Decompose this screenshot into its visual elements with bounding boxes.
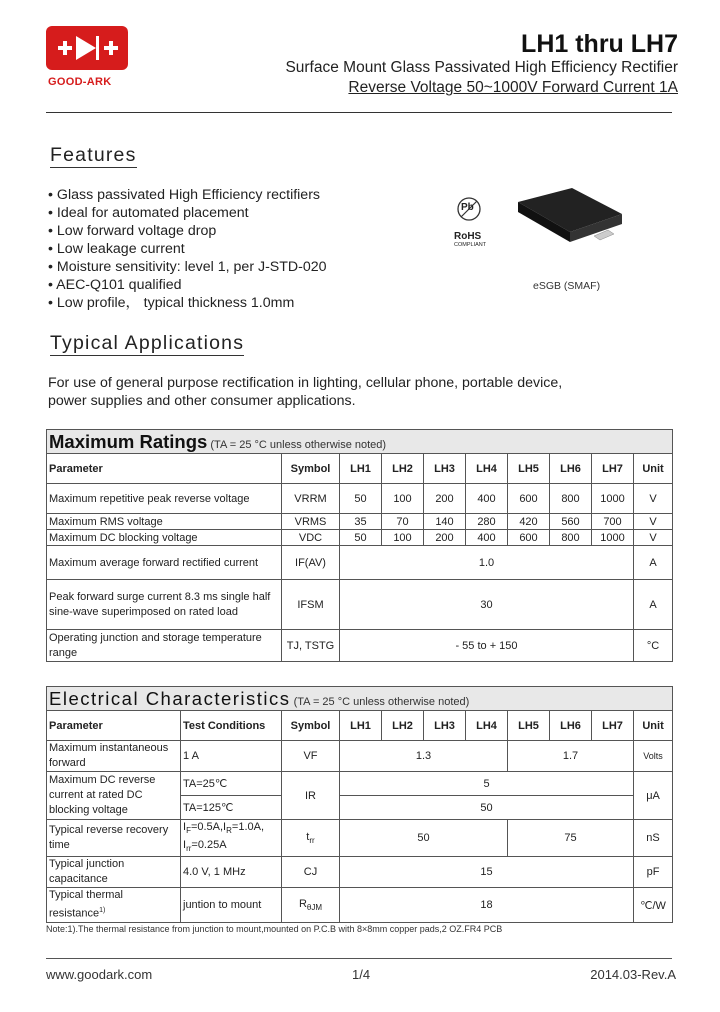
table-cell: 400 (466, 484, 508, 514)
table-cell: 700 (592, 514, 634, 530)
table-row (47, 484, 673, 514)
list-item: • AEC-Q101 qualified (48, 276, 327, 294)
electrical-title-row: Electrical Characteristics (TA = 25 °C unless otherwise noted) (47, 687, 673, 711)
package-image (510, 184, 630, 259)
table-row (47, 857, 673, 888)
table-row (47, 820, 673, 857)
table-cell: CJ (282, 857, 340, 888)
table-cell: 100 (382, 484, 424, 514)
table-cell: 70 (382, 514, 424, 530)
table-cell: TA=25℃ (181, 772, 282, 796)
table-cell: pF (634, 857, 673, 888)
table-cell: Operating junction and storage temperature range (47, 630, 282, 662)
table-cell: 560 (550, 514, 592, 530)
table-cell: 50 (340, 530, 382, 546)
table-cell: V (634, 484, 673, 514)
list-item: • Low leakage current (48, 240, 327, 258)
table-cell: 1000 (592, 484, 634, 514)
table-cell: Parameter (47, 711, 181, 741)
table-cell: ℃/W (634, 888, 673, 923)
table-cell: Typical reverse recovery time (47, 820, 181, 857)
product-subtitle: Surface Mount Glass Passivated High Efficiency Rectifier (285, 59, 678, 76)
table-row (47, 530, 673, 546)
table-cell: 140 (424, 514, 466, 530)
table-row (47, 741, 673, 772)
table-cell: LH6 (550, 711, 592, 741)
features-list (48, 186, 327, 312)
table-cell: LH1 (340, 711, 382, 741)
brand-name: GOOD-ARK (48, 76, 112, 88)
table-cell: Maximum DC reverse current at rated DC blocking voltage (47, 772, 181, 820)
table-cell: Typical thermal resistance$^{1)}$ (47, 888, 181, 923)
rohs-label: RoHS (454, 231, 482, 242)
table-cell: Maximum DC blocking voltage (47, 530, 282, 546)
table-cell: VRMS (282, 514, 340, 530)
table-cell: V (634, 530, 673, 546)
table-cell: $R_{\theta JM}$ (282, 888, 340, 923)
list-item: • Low profile， typical thickness 1.0mm (48, 294, 327, 312)
max-ratings-table (46, 429, 673, 662)
spec-line: Reverse Voltage 50~1000V Forward Current 1A (348, 79, 678, 96)
pb-label: Pb (461, 202, 474, 213)
table-cell: nS (634, 820, 673, 857)
table-cell: 15 (340, 857, 634, 888)
table-cell: LH3 (424, 711, 466, 741)
table-cell: 1.7 (508, 741, 634, 772)
table-cell: A (634, 580, 673, 630)
table-cell: Unit (634, 454, 673, 484)
table-cell: 420 (508, 514, 550, 530)
table-cell: 280 (466, 514, 508, 530)
table-cell: 18 (340, 888, 634, 923)
list-item: • Glass passivated High Efficiency rectifiers (48, 186, 327, 204)
table-cell: LH7 (592, 454, 634, 484)
table-cell: LH4 (466, 454, 508, 484)
table-row (47, 630, 673, 662)
table-cell: Parameter (47, 454, 282, 484)
table-cell: 600 (508, 530, 550, 546)
list-item: • Low forward voltage drop (48, 222, 327, 240)
logo-diode-icon (46, 26, 128, 70)
table-cell: Maximum repetitive peak reverse voltage (47, 484, 282, 514)
table-cell: LH5 (508, 711, 550, 741)
table-cell: LH2 (382, 711, 424, 741)
table-row (47, 580, 673, 630)
table-cell: LH1 (340, 454, 382, 484)
table-cell: μA (634, 772, 673, 820)
table-row (47, 888, 673, 923)
table-cell: 100 (382, 530, 424, 546)
table-cell: TJ, TSTG (282, 630, 340, 662)
table-cell: 200 (424, 530, 466, 546)
table-cell: $I_F=0.5A,I_R=1.0A$, $I_{rr}=0.25A$ (181, 820, 282, 857)
table-cell: 800 (550, 484, 592, 514)
table-cell: 50 (340, 484, 382, 514)
table-cell: 50 (340, 820, 508, 857)
table-cell: LH3 (424, 454, 466, 484)
table-cell: Test Conditions (181, 711, 282, 741)
table-cell: 1.0 (340, 546, 634, 580)
table-cell: Symbol (282, 454, 340, 484)
table-cell: 30 (340, 580, 634, 630)
table-cell: 35 (340, 514, 382, 530)
package-icon (510, 184, 630, 254)
table-cell: A (634, 546, 673, 580)
electrical-table (46, 686, 673, 923)
table-cell: IFSM (282, 580, 340, 630)
table-cell: TA=125℃ (181, 796, 282, 820)
table-cell: Typical junction capacitance (47, 857, 181, 888)
table-cell: 1000 (592, 530, 634, 546)
compliant-label: COMPLIANT (454, 242, 487, 248)
header-divider (46, 112, 672, 113)
table-cell: LH2 (382, 454, 424, 484)
table-cell: 50 (340, 796, 634, 820)
table-cell: 200 (424, 484, 466, 514)
brand-logo (46, 26, 128, 90)
table-cell: Symbol (282, 711, 340, 741)
table-cell: 75 (508, 820, 634, 857)
page-title: LH1 thru LH7 (521, 30, 678, 58)
table-cell: Maximum average forward rectified current (47, 546, 282, 580)
table-cell: °C (634, 630, 673, 662)
table-cell: Volts (634, 741, 673, 772)
table-cell: V (634, 514, 673, 530)
footer-website[interactable]: www.goodark.com (46, 967, 153, 982)
table-cell: 1.3 (340, 741, 508, 772)
applications-heading: Typical Applications (50, 332, 245, 354)
thermal-footnote: Note:1).The thermal resistance from junction to mount,mounted on P.C.B with 8×8mm copper pads,2 OZ.FR4 PCB (46, 924, 503, 934)
table-cell: Peak forward surge current 8.3 ms single half sine-wave superimposed on rated load (47, 580, 282, 630)
table-row (47, 772, 673, 796)
table-cell: 5 (340, 772, 634, 796)
applications-text: For use of general purpose rectification in lighting, cellular phone, portable device, power supplies and other consumer applications. (48, 375, 563, 409)
footer-divider (46, 958, 672, 959)
table-cell: VRRM (282, 484, 340, 514)
list-item: • Ideal for automated placement (48, 204, 327, 222)
table-cell: 1 A (181, 741, 282, 772)
table-cell: juntion to mount (181, 888, 282, 923)
features-heading: Features (50, 144, 137, 166)
table-cell: LH4 (466, 711, 508, 741)
table-cell: LH6 (550, 454, 592, 484)
table-cell: Unit (634, 711, 673, 741)
table-cell: Maximum instantaneous forward (47, 741, 181, 772)
table-row (47, 514, 673, 530)
footer-page-number: 1/4 (352, 967, 371, 982)
table-row (47, 546, 673, 580)
table-cell: IR (282, 772, 340, 820)
list-item: • Moisture sensitivity: level 1, per J-STD-020 (48, 258, 327, 276)
table-cell: 800 (550, 530, 592, 546)
table-cell: LH5 (508, 454, 550, 484)
table-cell: 600 (508, 484, 550, 514)
table-cell: VF (282, 741, 340, 772)
table-cell: 4.0 V, 1 MHz (181, 857, 282, 888)
rohs-badge (454, 196, 504, 248)
footer-revision: 2014.03-Rev.A (590, 967, 676, 982)
table-cell: LH7 (592, 711, 634, 741)
table-cell: Maximum RMS voltage (47, 514, 282, 530)
table-cell: VDC (282, 530, 340, 546)
table-cell: $t_{rr}$ (282, 820, 340, 857)
table-cell: - 55 to + 150 (340, 630, 634, 662)
package-label: eSGB (SMAF) (533, 280, 601, 292)
table-cell: 400 (466, 530, 508, 546)
table-cell: IF(AV) (282, 546, 340, 580)
max-ratings-title-row: Maximum Ratings (TA = 25 °C unless otherwise noted) (47, 430, 673, 454)
